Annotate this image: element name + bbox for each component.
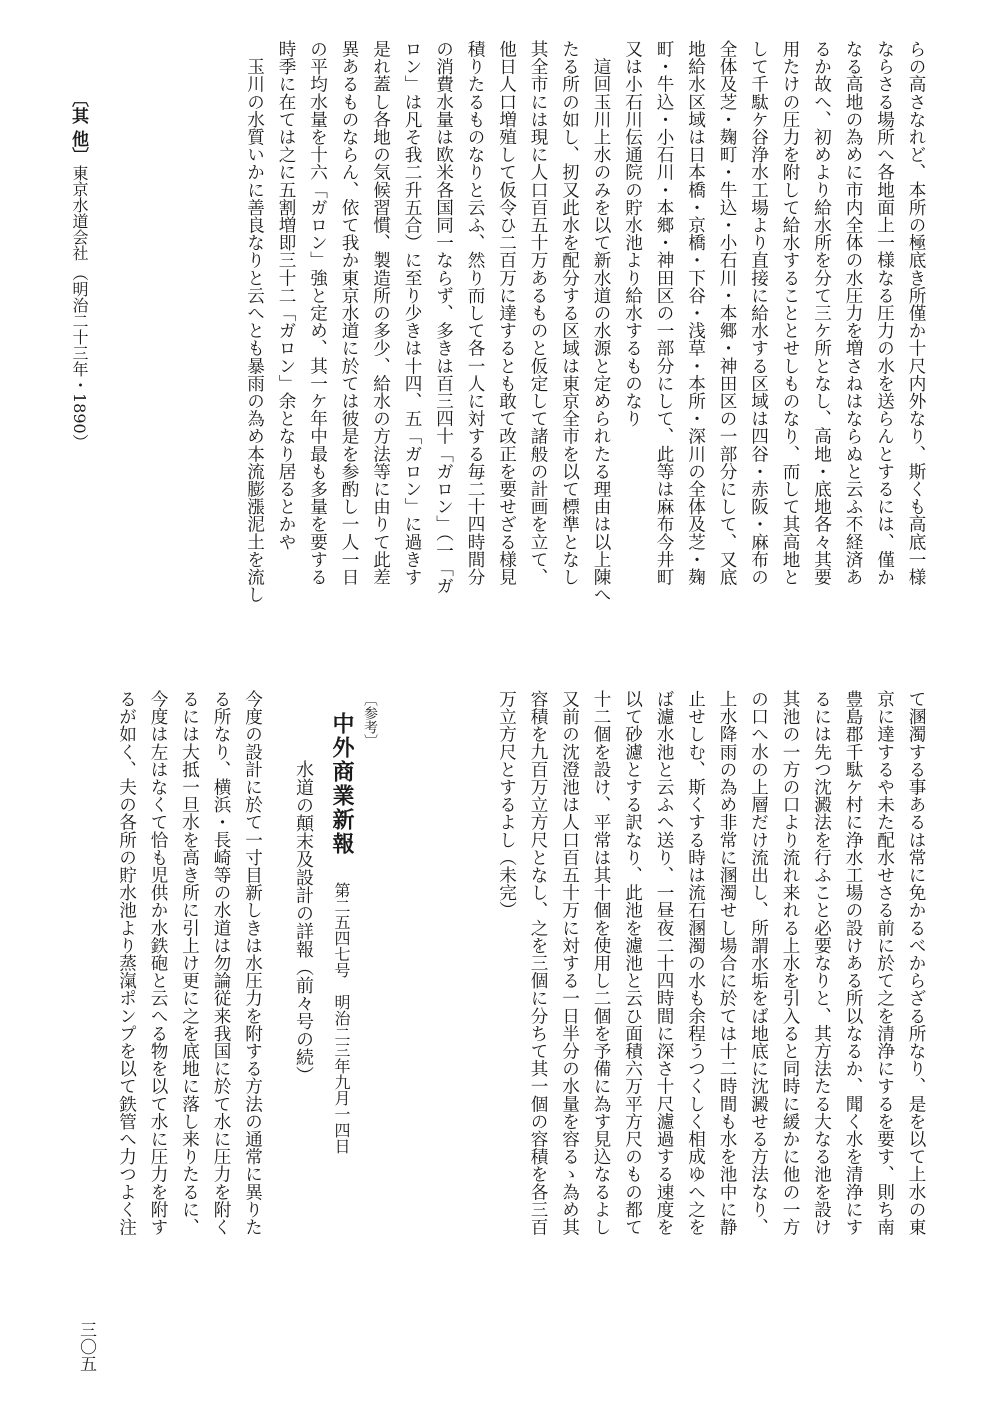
issue-info: 第二五四七号 明治二三年九月一四日 xyxy=(332,882,351,1154)
text-column: 其池の一方の口より流れ来れる上水を引入ると同時に緩かに他の一方 xyxy=(780,690,800,1236)
text-column: 時季に在ては之に五割増即三十二「ガロン」余となり居るとかや xyxy=(276,40,296,551)
text-column: の平均水量を十六「ガロン」強と定め、其一ケ年中最も多量を要する xyxy=(307,40,328,586)
article-title: 水道の顛末及設計の詳報（前々号の続） xyxy=(293,760,314,1084)
header-category: 〔其 他〕 xyxy=(68,90,88,164)
text-column: 上水降雨の為め非常に溷濁せし場合に於ては十二時間も水を池中に静 xyxy=(717,690,737,1236)
text-column: 京に達するや未た配水せさる前に於て之を清浄にするを要す、則ち南 xyxy=(874,690,895,1236)
text-column: 這回玉川上水のみを以て新水道の水源と定められたる理由は以上陳へ xyxy=(591,40,611,604)
text-column: る所なり、横浜・長崎等の水道は勿論従来我国に於て水に圧力を附く xyxy=(211,690,231,1236)
newspaper-title: 中外商業新報 xyxy=(329,712,355,856)
text-column: 今度の設計に於て一寸目新しきは水圧力を附する方法の通常に異りた xyxy=(242,690,263,1236)
header-date: （明治二十三年・1890） xyxy=(70,265,89,450)
text-column: 全体及芝・麹町・牛込・小石川・本郷・神田区の一部分にして、又底 xyxy=(717,40,737,586)
text-column: ならさる場所へ各地面上一様なる圧力の水を送らんとするには、僅か xyxy=(874,40,895,586)
lower-left-text-block xyxy=(110,690,268,1330)
header-source: 東京水道会社 xyxy=(70,165,89,261)
text-column: の消費水量は欧米各国同一ならず、多きは百三四十「ガロン」（一「ガ xyxy=(433,40,454,595)
text-column: て溷濁する事あるは常に免かるべからざる所なり、是を以て上水の東 xyxy=(906,690,926,1236)
text-column: して千駄ケ谷浄水工場より直接に給水する区域は四谷・赤阪・麻布の xyxy=(748,40,769,586)
text-column: 容積を九百万立方尺となし、之を三個に分ちて其一個の容積を各三百 xyxy=(528,690,548,1236)
text-column: 他日人口増殖して仮令ひ二百万に達するとも敢て改正を要せざる様見 xyxy=(496,40,517,586)
text-column: 又前の沈澄池は人口百五十万に対する一日半分の水量を容るゝ為め其 xyxy=(559,690,580,1236)
text-column: 又は小石川伝通院の貯水池より給水するものなり xyxy=(622,40,643,428)
lower-right-text-block xyxy=(490,690,931,1330)
text-column: なる高地の為めに市内全体の水圧力を増さねはならぬと云ふ不経済あ xyxy=(843,40,863,586)
text-column: ば濾水池と云ふへ送り、一昼夜二十四時間に深さ十尺濾過する速度を xyxy=(654,690,674,1236)
text-column: らの高さなれど、本所の極底き所僅か十尺内外なり、斯くも高底一様 xyxy=(906,40,926,586)
text-column: るか故へ、初めより給水所を分て三ケ所となし、高地・底地各々其要 xyxy=(811,40,832,586)
text-column: るには先つ沈澱法を行ふこと必要なりと、其方法たる大なる池を設け xyxy=(811,690,832,1236)
text-column: 用たけの圧力を附して給水することとせしものなり、而して其高地と xyxy=(780,40,800,586)
text-column: るが如く、夫の各所の貯水池より蒸滊ポンプを以て鉄管へ力つよく注 xyxy=(116,690,137,1236)
text-column: 豊島郡千駄ケ村に浄水工場の設けある所以なるか、聞く水を清浄にす xyxy=(843,690,863,1236)
text-column: 町・牛込・小石川・本郷・神田区の一部分にして、此等は麻布今井町 xyxy=(654,40,674,586)
text-column: 十二個を設け、平常は其十個を使用し二個を予備に為す見込なるよし xyxy=(591,690,611,1236)
upper-text-block xyxy=(238,40,931,660)
text-column: 以て砂濾とする訳なり、此池を濾池と云ひ面積六万平方尺のもの都て xyxy=(622,690,643,1236)
text-column: 玉川の水質いかに善良なりと云へとも暴雨の為め本流膨漲泥土を流し xyxy=(244,40,265,604)
page-number: 三〇五 xyxy=(76,1321,96,1372)
text-column: 是れ蓋し各地の気候習慣、製造所の多少、給水の方法等に由りて此差 xyxy=(370,40,391,586)
text-column: 其全市には現に人口百五十万あるものと仮定して諸般の計画を立て、 xyxy=(528,40,548,586)
text-column: 異あるものならん、依て我か東京水道に於ては彼是を参酌し一人一日 xyxy=(339,40,359,586)
text-column: 地給水区域は日本橋・京橋・下谷・浅草・本所・深川の全体及芝・麹 xyxy=(685,40,706,586)
text-column: 積りたるものなりと云ふ、然り而して各一人に対する毎二十四時間分 xyxy=(465,40,485,586)
text-column: 今度は左はなくて恰も児供か水鉄砲と云へる物を以て水に圧力を附す xyxy=(148,690,168,1236)
text-column: たる所の如し、扨又此水を配分する区域は東京全市を以て標準となし xyxy=(559,40,580,586)
text-column: ロン」は凡そ我二升五合）に至り少きは十四、五「ガロン」に過きす xyxy=(402,40,422,586)
text-column: るには大抵一旦水を高き所に引上け更に之を底地に落し来りたるに、 xyxy=(179,690,200,1236)
reference-label: 〔参考〕 xyxy=(362,692,378,748)
text-column: の口へ水の上層だけ流出し、所謂水垢をば地底に沈澱せる方法なり、 xyxy=(748,690,769,1236)
text-column: 万立方尺とするよし（未完） xyxy=(496,690,517,919)
text-column: 止せしむ、斯くする時は流石溷濁の水も余程うつくしく相成ゆへ之を xyxy=(685,690,706,1236)
